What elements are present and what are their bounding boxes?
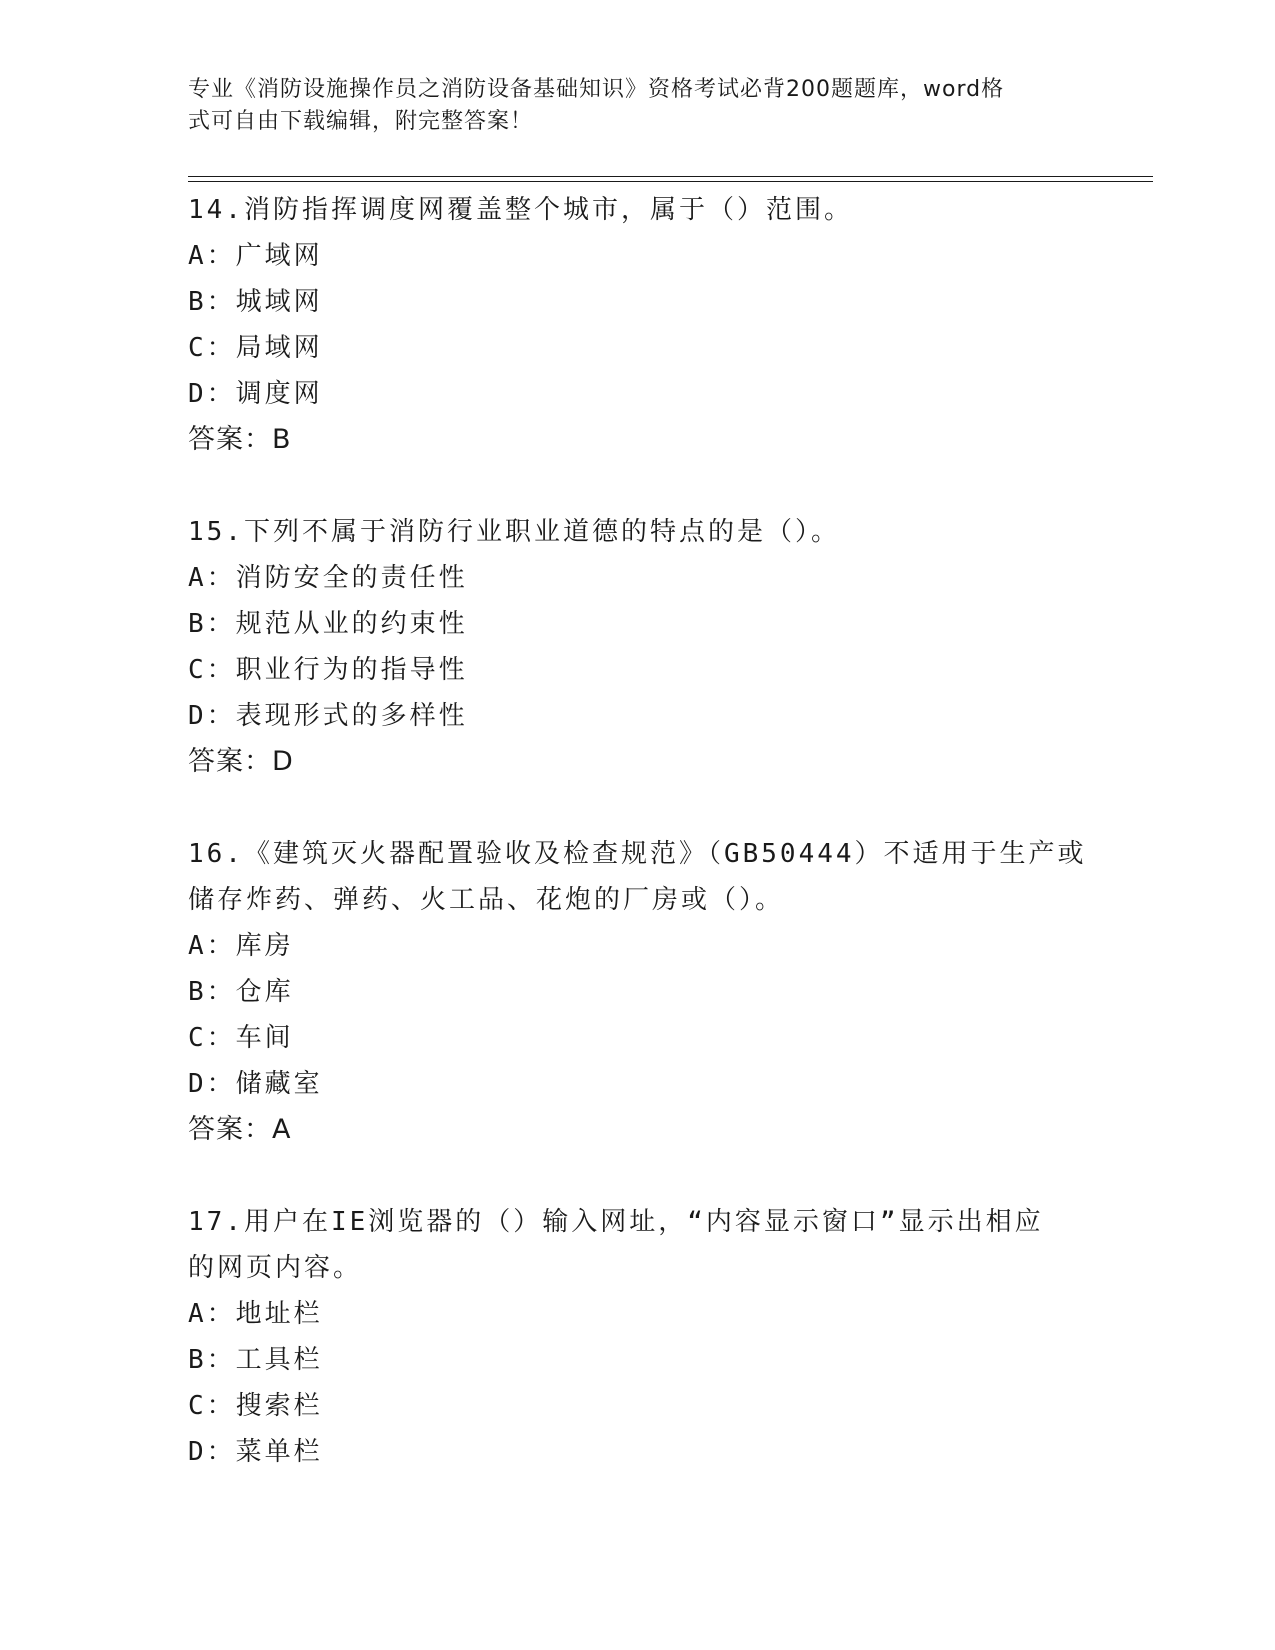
- question-stem: [188, 187, 1088, 233]
- document-header: [188, 74, 1068, 138]
- question-stem-line: 16.《建筑灭火器配置验收及检查规范》（GB50444）不适用于生产或: [188, 839, 1087, 869]
- option-d: D：菜单栏: [188, 1437, 323, 1467]
- question-14: [188, 187, 1088, 463]
- option-d: D：调度网: [188, 379, 323, 409]
- option-c: C：搜索栏: [188, 1391, 323, 1421]
- question-stem: [188, 1199, 1088, 1291]
- option-b: B：仓库: [188, 977, 294, 1007]
- option-c: C：职业行为的指导性: [188, 655, 468, 685]
- option-a: A：地址栏: [188, 1299, 323, 1329]
- header-line-2: 式可自由下载编辑，附完整答案！: [188, 109, 534, 134]
- option-b: B：规范从业的约束性: [188, 609, 468, 639]
- option-b: B：城域网: [188, 287, 323, 317]
- option-a: A：库房: [188, 931, 294, 961]
- answer-label: 答案：B: [188, 424, 292, 455]
- question-list: [188, 187, 1088, 1475]
- answer-label: 答案：A: [188, 1114, 292, 1145]
- question-stem-line: 的网页内容。: [188, 1253, 363, 1283]
- question-stem: [188, 509, 1088, 555]
- header-divider-top: [188, 176, 1153, 177]
- option-c: C：局域网: [188, 333, 323, 363]
- option-b: B：工具栏: [188, 1345, 323, 1375]
- question-stem-line: 15.下列不属于消防行业职业道德的特点的是（）。: [188, 517, 840, 547]
- question-17: [188, 1199, 1088, 1475]
- option-d: D：储藏室: [188, 1069, 323, 1099]
- answer-label: 答案：D: [188, 746, 294, 777]
- header-divider-bottom: [188, 181, 1153, 182]
- question-stem: [188, 831, 1088, 923]
- header-line-1: 专业《消防设施操作员之消防设备基础知识》资格考试必背200题题库，word格: [188, 77, 1005, 102]
- option-d: D：表现形式的多样性: [188, 701, 468, 731]
- question-16: [188, 831, 1088, 1153]
- option-a: A：广域网: [188, 241, 323, 271]
- question-15: [188, 509, 1088, 785]
- option-c: C：车间: [188, 1023, 294, 1053]
- option-a: A：消防安全的责任性: [188, 563, 468, 593]
- question-stem-line: 储存炸药、弹药、火工品、花炮的厂房或（）。: [188, 885, 785, 915]
- question-stem-line: 17.用户在IE浏览器的（）输入网址，“内容显示窗口”显示出相应: [188, 1207, 1044, 1237]
- question-stem-line: 14.消防指挥调度网覆盖整个城市，属于（）范围。: [188, 195, 853, 225]
